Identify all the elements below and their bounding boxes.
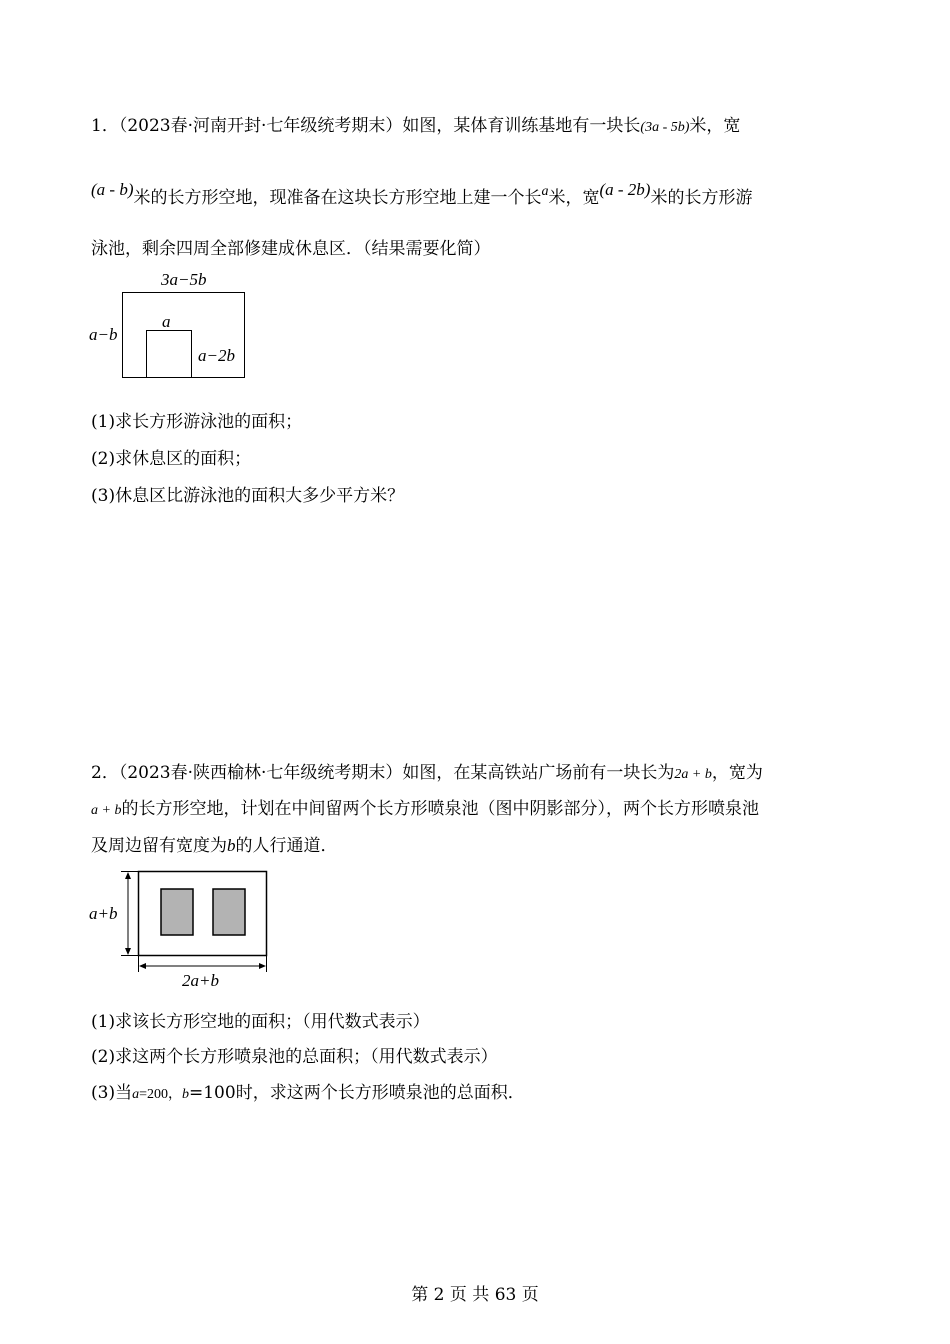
- figure-1-inner-right-label: a−2b: [198, 346, 235, 365]
- figure-1-inner-top-label: a: [162, 312, 171, 331]
- math-expr: a: [132, 1087, 140, 1102]
- text: 米，宽: [689, 116, 741, 136]
- problem-1-line-1: [91, 114, 740, 140]
- problem-1-question-3: (3)休息区比游泳池的面积大多少平方米？: [91, 486, 405, 506]
- text: 米，宽: [548, 188, 600, 208]
- math-expr: (a - 2b): [599, 180, 651, 199]
- figure-2-bottom-label: 2a+b: [182, 971, 219, 990]
- text: 的长方形空地，计划在中间留两个长方形喷泉池（图中阴影部分），两个长方形喷泉池: [121, 799, 759, 819]
- figure-1-pool-rect: [146, 330, 192, 378]
- figure-2-outer-rect: [139, 872, 267, 956]
- problem-2-source: （2023春·陕西榆林·七年级统考期末）: [118, 763, 403, 783]
- math-expr: (a - b): [91, 180, 134, 199]
- math-expr: =200，: [139, 1087, 182, 1102]
- problem-2-line-3: [91, 834, 338, 858]
- figure-2-left-label: a+b: [89, 904, 118, 923]
- text: 如图，在某高铁站广场前有一块长为: [402, 763, 675, 783]
- problem-1-line-3: [91, 237, 491, 261]
- figure-2-drawing: [115, 866, 315, 986]
- text: ，宽为: [711, 763, 763, 783]
- problem-2-question-3: [91, 1081, 525, 1107]
- problem-1-question-1: (1)求长方形游泳池的面积；: [91, 412, 303, 432]
- arrow-down-icon: [125, 948, 131, 955]
- text: (3)当: [91, 1083, 133, 1103]
- problem-2-number: 2．: [91, 763, 119, 783]
- math-expr: b: [227, 836, 236, 855]
- problem-2-line-1: [91, 761, 763, 787]
- math-expr: a + b: [91, 803, 122, 818]
- problem-1-line-2: [91, 180, 753, 212]
- figure-1-left-label: a−b: [89, 325, 118, 344]
- math-expr: (3a - 5b): [640, 120, 690, 135]
- page-footer: 第 2 页 共 63 页: [411, 1285, 539, 1305]
- problem-1-source: （2023春·河南开封·七年级统考期末）: [118, 116, 403, 136]
- text: 及周边留有宽度为: [91, 836, 227, 856]
- problem-2-line-2: [91, 797, 759, 823]
- arrow-right-icon: [259, 963, 266, 969]
- text: 的人行通道．: [235, 836, 338, 856]
- math-expr: 2a + b: [674, 767, 712, 782]
- text: 如图，某体育训练基地有一块长: [402, 116, 641, 136]
- arrow-up-icon: [125, 872, 131, 879]
- arrow-left-icon: [139, 963, 146, 969]
- figure-2-fountain-right: [213, 889, 245, 935]
- problem-2-question-2: (2)求这两个长方形喷泉池的总面积；（用代数式表示）: [91, 1047, 498, 1067]
- math-expr: a: [541, 184, 549, 199]
- text: 泳池，剩余四周全部修建成休息区．（结果需要化简）: [91, 239, 491, 259]
- problem-1-number: 1．: [91, 116, 119, 136]
- text: 米的长方形空地，现准备在这块长方形空地上建一个长: [133, 188, 542, 208]
- text: =100时，求这两个长方形喷泉池的总面积．: [189, 1083, 525, 1103]
- problem-1-question-2: (2)求休息区的面积；: [91, 449, 252, 469]
- figure-1-top-label: 3a−5b: [161, 270, 207, 289]
- problem-2-question-1: (1)求该长方形空地的面积；（用代数式表示）: [91, 1012, 430, 1032]
- figure-2-fountain-left: [161, 889, 193, 935]
- text: 米的长方形游: [650, 188, 753, 208]
- math-expr: b: [182, 1087, 189, 1102]
